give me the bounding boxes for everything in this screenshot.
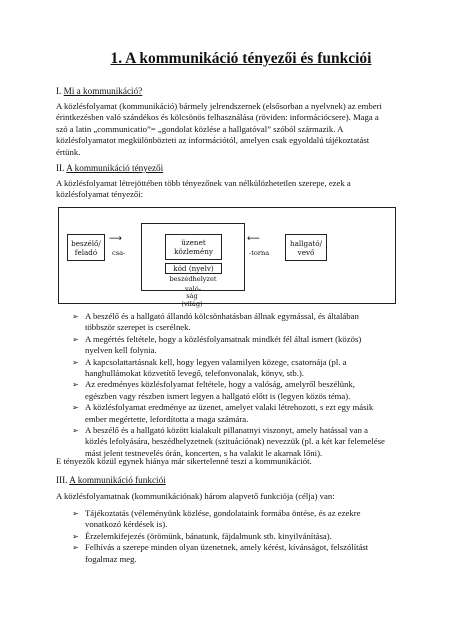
- arrow-bullet-icon: ➢: [72, 509, 79, 518]
- section-heading-2: II. A kommunikáció tényezői: [56, 163, 164, 173]
- arrow-bullet-icon: ➢: [72, 357, 79, 367]
- list-item: ➢ A kapcsolattartásnak kell, hogy legyen valamilyen közege, csatornája (pl. a hanghullámokat közvetítő levegő, telefonvonalak, könyv, stb.).: [72, 356, 347, 379]
- list-item: ➢ Tájékoztatás (véleményünk közlése, gondolataink formába öntése, és az ezekre vonatkozó kérdések is).: [72, 508, 361, 530]
- section-heading-3: III. A kommunikáció funkciói: [56, 475, 166, 485]
- arrow-bullet-icon: ➢: [72, 531, 79, 541]
- functions-list: [72, 508, 427, 565]
- arrow-bullet-icon: ➢: [72, 334, 79, 344]
- list-item: ➢ A megértés feltétele, hogy a közlésfolyamatnak mindkét fél által ismert (közös) nyelven kell folynia.: [72, 333, 362, 356]
- list-item: ➢ A közlésfolyamat eredménye az üzenet, amelyet valaki létrehozott, s ezt egy másik ember megértette, lefordította a maga számára.: [72, 402, 374, 424]
- channel-label-right: -torna: [249, 249, 270, 257]
- message-box: üzenet közlemény: [165, 234, 222, 260]
- code-box: kód (nyelv): [165, 263, 222, 274]
- document-title: 1. A kommunikáció tényezői és funkciói: [110, 50, 372, 67]
- paragraph-factors-intro: A közlésfolyamat létrejöttében több tényezőnek van nélkülözhetetlen szerepe, ezek a közlésfolyamat tényezői:: [56, 178, 351, 200]
- communication-diagram: [58, 207, 396, 304]
- list-item: ➢ A beszélő és a hallgató között kialakult pillanatnyi viszonyt, amely hatással van a közlés lefolyására, beszédhelyzetnek (szituációnak) nevezzük (pl. a két kar felemelése mást jelent testnevelés órán, koncerten, s ha valakit le akarnak lőni).: [72, 425, 385, 458]
- arrow-right-icon: ⟶: [109, 234, 122, 244]
- list-item: ➢ Az eredményes közlésfolyamat feltétele, hogy a valóság, amelyről beszélünk, egészben vagy részben ismert legyen a hallgató előtt is (legyen közös téma).: [72, 379, 355, 401]
- reality-label-cont: ság (világ): [181, 292, 203, 308]
- list-item: ➢ Felhívás a szerepe minden olyan üzenetnek, amely kérést, kívánságot, felszólítást fogalmaz meg.: [72, 542, 369, 564]
- sender-box: beszélő/ feladó: [67, 234, 105, 261]
- paragraph-conclusion: E tényezők közül egynek hiánya már sikertelenné teszi a kommunikációt.: [56, 456, 312, 466]
- situation-label: beszédhelyzet: [169, 275, 217, 283]
- paragraph-functions-intro: A közlésfolyamatnak (kommunikációnak) három alapvető funkciója (célja) van:: [56, 491, 335, 501]
- receiver-box: hallgató/ vevő: [285, 234, 327, 261]
- section-heading-1: I. Mi a kommunikáció?: [56, 86, 143, 96]
- arrow-bullet-icon: ➢: [72, 312, 79, 321]
- arrow-bullet-icon: ➢: [72, 403, 79, 413]
- list-item: ➢ Érzelemkifejezés (örömünk, bánatunk, fájdalmunk stb. kinyilvánítása).: [72, 530, 332, 541]
- list-item: ➢ A beszélő és a hallgató állandó kölcsönhatásban állnak egymással, és általában többször szerepet is cserélnek.: [72, 311, 359, 333]
- reality-label: való-: [185, 285, 201, 293]
- arrow-bullet-icon: ➢: [72, 426, 79, 436]
- arrow-bullet-icon: ➢: [72, 543, 79, 553]
- arrow-left-icon: ⟵: [247, 234, 260, 244]
- factors-list: [72, 311, 427, 459]
- channel-label-left: csa-: [112, 249, 126, 257]
- paragraph-definition: A közlésfolyamat (kommunikáció) bármely jelrendszernek (elsősorban a nyelvnek) az emberi érintkezésben való szándékos és kölcsönös felhasználása (röviden: információcsere). Maga a szó a latin „communicatio”= „gondolat közlése a hallgatóval” szóból származik. A közlésfolyamatot megkülönbözteti az információtól, amelyen csak egyoldalú tájékoztatást értünk.: [56, 101, 382, 157]
- arrow-bullet-icon: ➢: [72, 380, 79, 390]
